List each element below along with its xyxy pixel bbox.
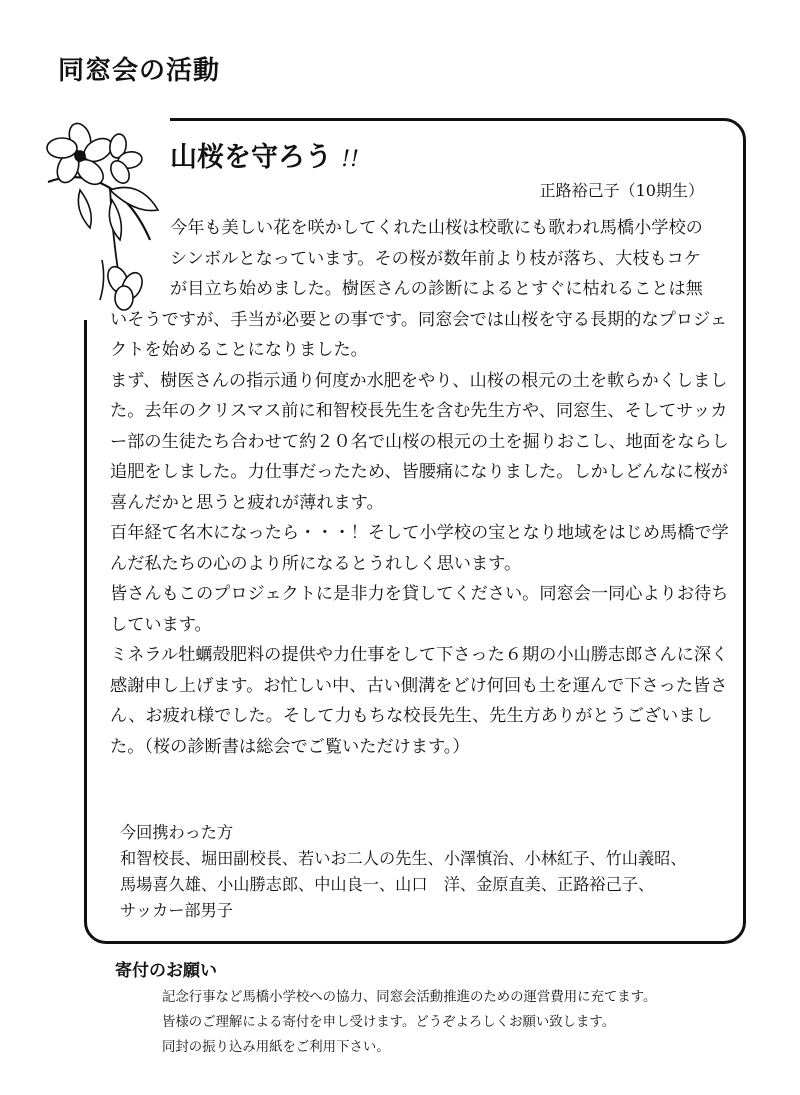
intro-line: シンボルとなっています。その桜が数年前より枝が落ち、大枝もコケ: [170, 248, 702, 269]
helpers-line: 馬場喜久雄、小山勝志郎、中山良一、山口 洋、金原直美、正路裕己子、: [120, 875, 655, 894]
donation-line: 記念行事など馬橋小学校への協力、同窓会活動推進のための運営費用に充てます。: [162, 990, 657, 1005]
article-title-text: 山桜を守ろう: [170, 142, 332, 173]
donation-line: 皆様のご理解による寄付を申し受けます。どうぞよろしくお願い致します。: [162, 1015, 616, 1030]
donation-line: 同封の振り込み用紙をご利用下さい。: [162, 1040, 390, 1055]
article-body: [110, 213, 735, 762]
article-title-marks: !!: [341, 147, 360, 172]
donation-body: [162, 985, 742, 1060]
helpers-line: サッカー部男子: [120, 901, 233, 920]
body-paragraph: いそうですが、手当が必要との事です。同窓会では山桜を守る長期的なプロジェクトを始めることになりました。: [110, 309, 728, 360]
body-paragraph: 百年経て名木になったら・・・！そして小学校の宝となり地域をはじめ馬橋で学んだ私たちの心のより所になるとうれしく思います。: [110, 523, 729, 574]
body-paragraph: まず、樹医さんの指示通り何度か水肥をやり、山桜の根元の土を軟らかくしました。去年のクリスマス前に和智校長先生を含む先生方や、同窓生、そしてサッカー部の生徒たち合わせて約２０名で山桜の根元の土を掘りおこし、地面をならし追肥をしました。力仕事だったため、皆腰痛になりました。しかしどんなに桜が喜んだかと思うと疲れが薄れます。: [110, 370, 729, 513]
helpers-heading: 今回携わった方: [120, 823, 234, 842]
body-paragraph: ミネラル牡蠣殻肥料の提供や力仕事をして下さった６期の小山勝志郎さんに深く感謝申し上げます。お忙しい中、古い側溝をどけ何回も土を運んで下さった皆さん、お疲れ様でした。そして力もちな校長先生、先生方ありがとうございました。（桜の診断書は総会でご覧いただけます。）: [110, 645, 729, 757]
intro-line: が目立ち始めました。樹医さんの診断によるとすぐに枯れることは無: [170, 279, 703, 299]
section-title: 同窓会の活動: [58, 56, 221, 86]
donation-title: 寄付のお願い: [115, 961, 217, 981]
intro-line: 今年も美しい花を咲かしてくれた山桜は校歌にも歌われ馬橋小学校の: [170, 218, 703, 238]
article-title: [170, 135, 359, 174]
body-paragraph: 皆さんもこのプロジェクトに是非力を貸してください。同窓会一同心よりお待ちしています。: [110, 584, 729, 635]
helpers-section: [120, 820, 740, 924]
article-author: 正路裕己子（10期生）: [539, 181, 704, 200]
helpers-line: 和智校長、堀田副校長、若いお二人の先生、小澤慎治、小林紅子、竹山義昭、: [120, 849, 687, 868]
